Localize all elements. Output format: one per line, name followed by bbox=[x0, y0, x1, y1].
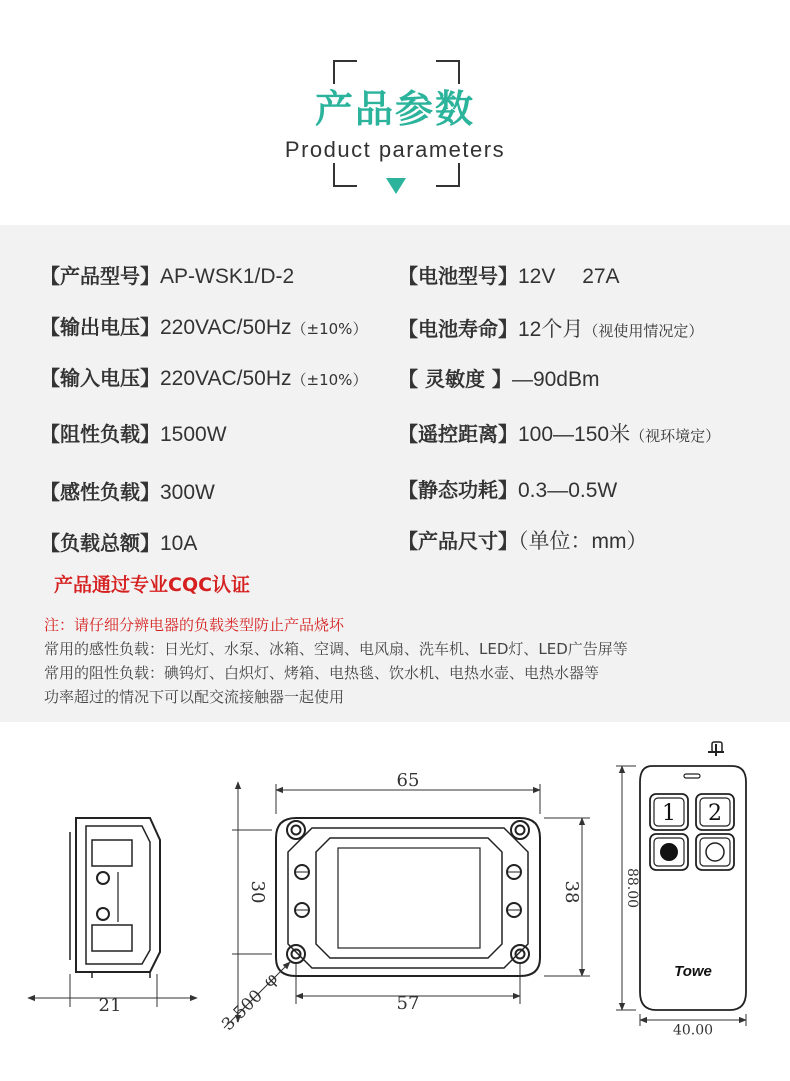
dim-label-hole-diameter: 3.500 bbox=[218, 986, 267, 1035]
remote-brand-logo: Towe bbox=[674, 963, 712, 980]
spec-note: （视环境定） bbox=[630, 427, 721, 445]
spec-label: 【阻性负载】 bbox=[40, 422, 160, 446]
spec-value: 300W bbox=[160, 481, 215, 504]
corner-bracket-bottom-left bbox=[333, 163, 357, 187]
spec-model bbox=[40, 260, 294, 289]
spec-value: 10A bbox=[160, 532, 198, 555]
spec-standby-power bbox=[398, 474, 617, 503]
spec-label: 【产品型号】 bbox=[40, 264, 160, 288]
spec-inductive-load bbox=[40, 476, 215, 505]
diameter-symbol-icon: φ bbox=[259, 968, 282, 992]
spec-label: 【电池寿命】 bbox=[398, 317, 518, 341]
spec-label: 【产品尺寸】 bbox=[398, 529, 518, 553]
remote-btn-2-label: 2 bbox=[708, 801, 722, 826]
spec-label: 【遥控距离】 bbox=[398, 422, 518, 446]
spec-battery-life bbox=[398, 313, 703, 343]
spec-value: AP-WSK1/D-2 bbox=[160, 265, 295, 288]
down-triangle-icon bbox=[386, 178, 406, 194]
spec-value: （单位：mm） bbox=[518, 530, 648, 553]
spec-value: 12V 27A bbox=[518, 265, 620, 288]
spec-panel bbox=[0, 225, 790, 722]
resistive-note: 常用的阻性负载：碘钨灯、白炽灯、烤箱、电热毯、饮水机、电热水壶、电热水器等 bbox=[44, 664, 600, 682]
spec-label: 【 灵敏度 】 bbox=[398, 367, 512, 391]
warning-note: 注：请仔细分辨电器的负载类型防止产品烧坏 bbox=[44, 616, 345, 634]
header bbox=[0, 0, 790, 225]
inductive-note: 常用的感性负载：日光灯、水泵、冰箱、空调、电风扇、洗车机、LED灯、LED广告屏等 bbox=[44, 640, 628, 658]
dim-label-remote-width: 40.00 bbox=[672, 1022, 714, 1039]
corner-bracket-bottom-right bbox=[436, 163, 460, 187]
spec-value: 0.3—0.5W bbox=[518, 479, 618, 502]
spec-size bbox=[398, 525, 648, 555]
spec-label: 【感性负载】 bbox=[40, 480, 160, 504]
spec-note: （视使用情况定） bbox=[583, 322, 704, 340]
spec-label: 【输入电压】 bbox=[40, 366, 160, 390]
load-notes bbox=[44, 613, 628, 709]
spec-note: （±10%） bbox=[291, 320, 368, 338]
spec-label: 【电池型号】 bbox=[398, 264, 518, 288]
remote-btn-1-label: 1 bbox=[662, 801, 676, 826]
spec-label: 【负载总额】 bbox=[40, 531, 160, 555]
spec-sensitivity bbox=[398, 363, 599, 392]
spec-label: 【输出电压】 bbox=[40, 315, 160, 339]
spec-value: 1500W bbox=[160, 423, 227, 446]
spec-label: 【静态功耗】 bbox=[398, 478, 518, 502]
side-view-drawing bbox=[70, 818, 160, 978]
contactor-note: 功率超过的情况下可以配交流接触器一起使用 bbox=[44, 688, 345, 706]
spec-battery-model bbox=[398, 260, 620, 290]
dim-label-side-width: 21 bbox=[98, 994, 122, 1016]
dim-label-remote-height: 88.00 bbox=[624, 867, 640, 909]
dim-label-front-height-inner: 30 bbox=[247, 880, 268, 904]
dim-label-front-width: 65 bbox=[396, 770, 420, 791]
section-subtitle: Product parameters bbox=[284, 137, 506, 162]
spec-note: （±10%） bbox=[291, 371, 368, 389]
spec-value: 100—150米 bbox=[518, 423, 631, 446]
spec-value: 12个月 bbox=[518, 318, 584, 341]
spec-resistive-load bbox=[40, 418, 227, 447]
dim-label-hole-spacing: 57 bbox=[396, 992, 420, 1014]
spec-output-voltage bbox=[40, 311, 367, 340]
front-view-drawing bbox=[276, 818, 540, 976]
dim-label-front-height: 38 bbox=[561, 880, 582, 904]
spec-value: 220VAC/50Hz bbox=[160, 316, 292, 339]
spec-total-load bbox=[40, 527, 197, 556]
spec-value: —90dBm bbox=[511, 368, 600, 391]
section-title: 产品参数 bbox=[314, 87, 475, 131]
spec-value: 220VAC/50Hz bbox=[160, 367, 292, 390]
spec-input-voltage bbox=[40, 362, 367, 391]
spec-remote-range bbox=[398, 418, 720, 448]
dimension-drawings bbox=[0, 722, 790, 1081]
remote-btn-black-icon bbox=[660, 843, 678, 861]
cqc-certification: 产品通过专业CQC认证 bbox=[54, 574, 251, 596]
technical-drawing bbox=[0, 722, 790, 1081]
